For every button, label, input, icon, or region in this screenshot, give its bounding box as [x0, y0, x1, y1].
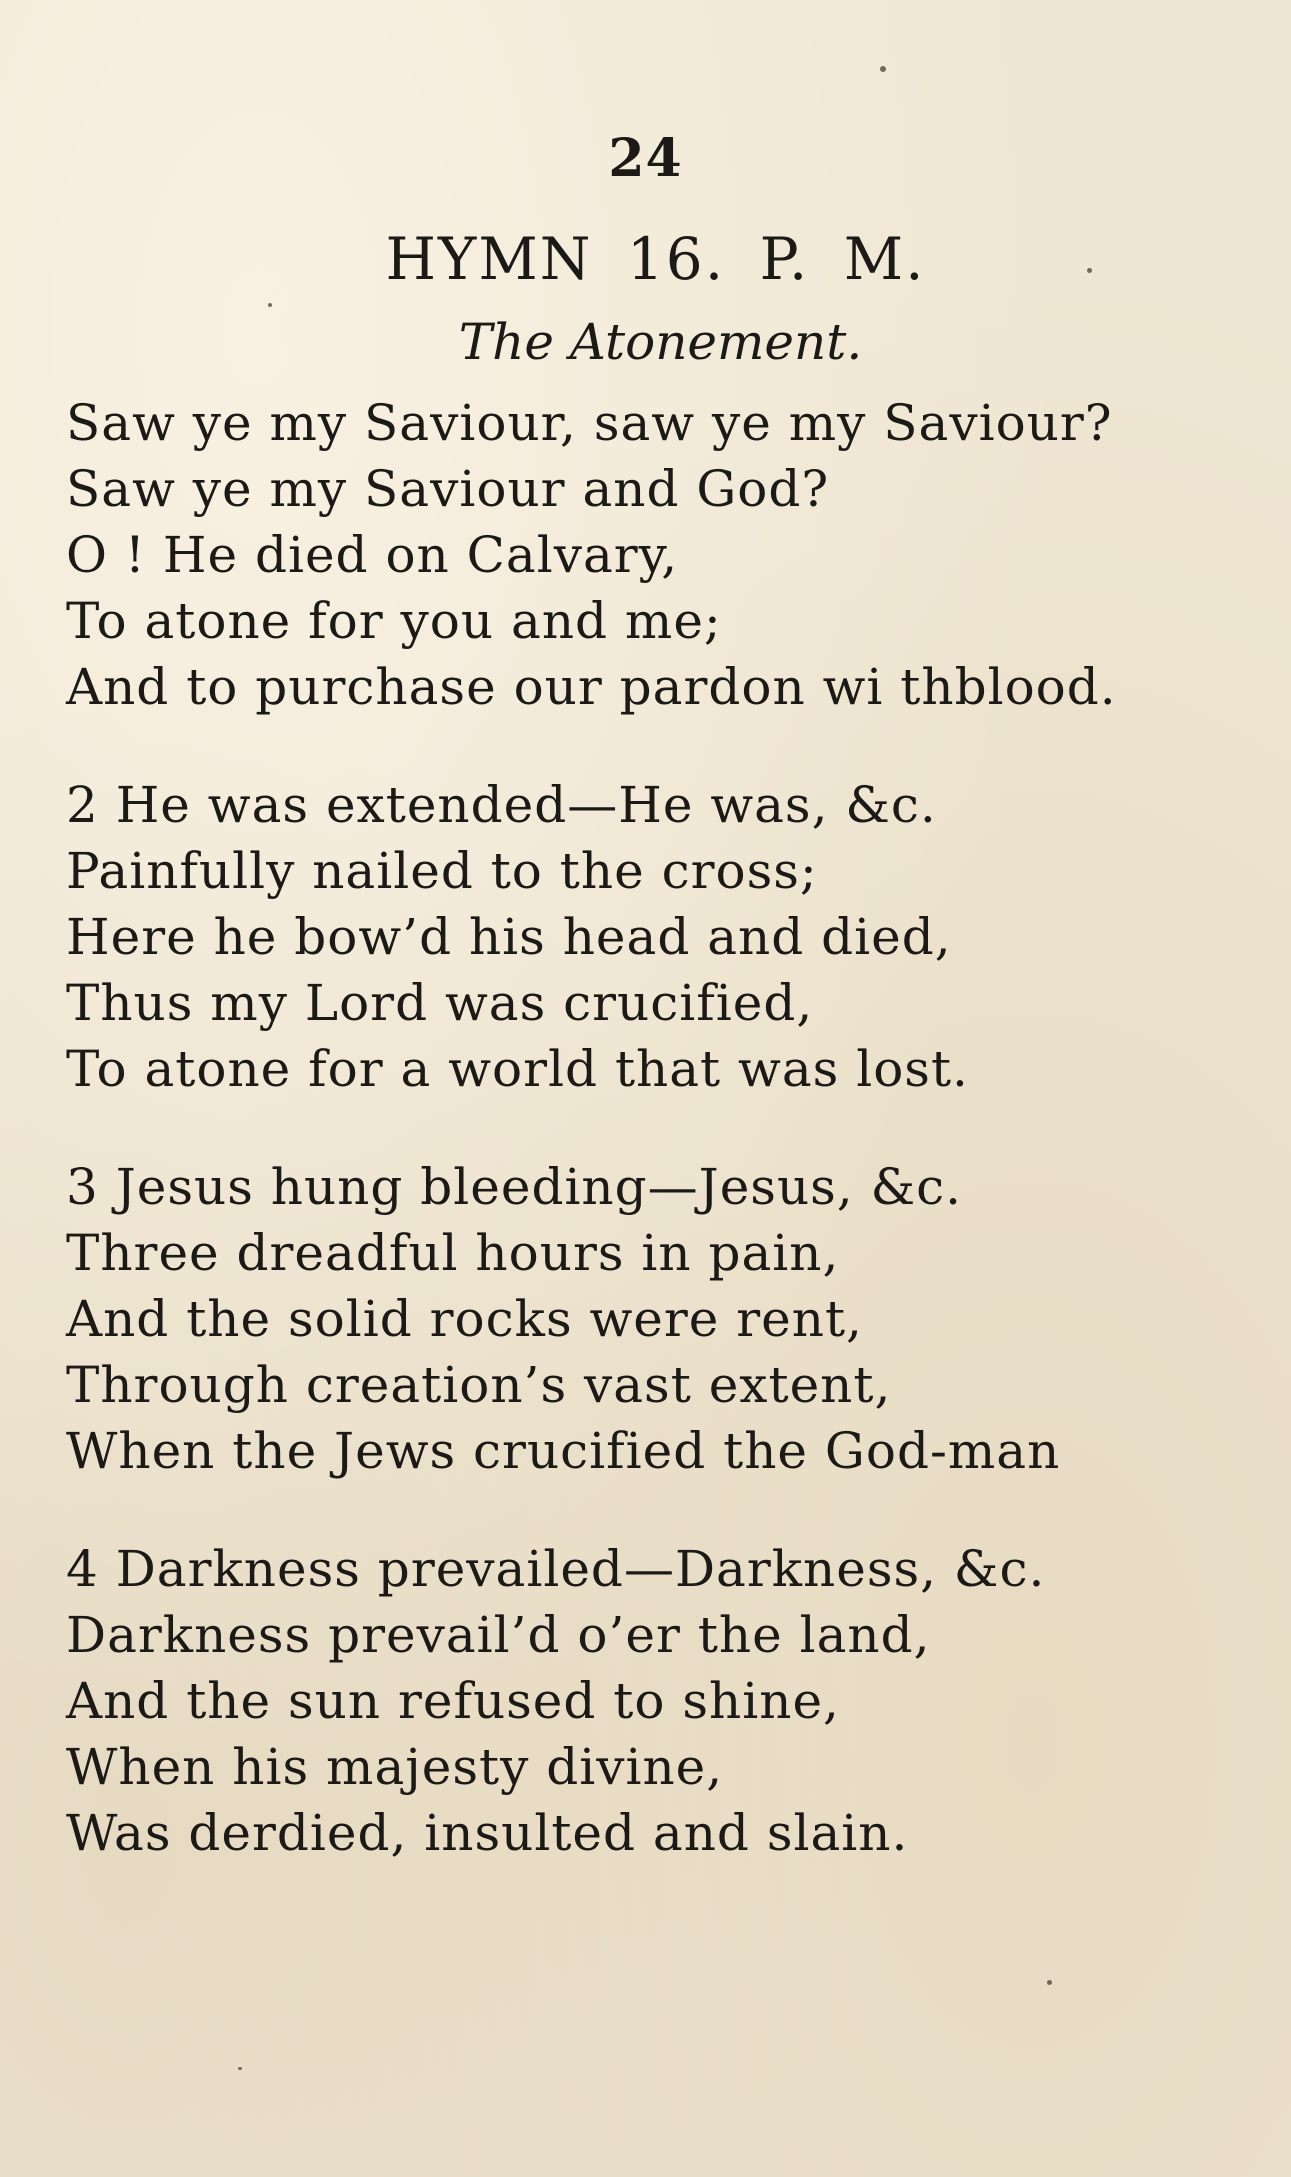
verse-line: O ! He died on Calvary, [66, 526, 679, 584]
verse-line: Darkness prevail’d o’er the land, [66, 1606, 931, 1664]
verse-line: When the Jews crucified the God-man [66, 1422, 1061, 1480]
verse-line: 2 He was extended—He was, &c. [66, 776, 937, 834]
verse-line: Saw ye my Saviour, saw ye my Saviour? [66, 394, 1113, 452]
verse-line: And the sun refused to shine, [66, 1672, 840, 1730]
verse-1 [66, 390, 1246, 720]
verse-2 [66, 772, 1246, 1102]
ink-speck [1047, 1980, 1052, 1985]
ink-speck [880, 66, 886, 72]
page-number: 24 [608, 128, 683, 189]
verse-3 [66, 1154, 1246, 1484]
ink-speck [268, 303, 272, 307]
verse-line: When his majesty divine, [66, 1738, 724, 1796]
ink-speck [238, 2067, 242, 2070]
verse-line: Through creation’s vast extent, [66, 1356, 892, 1414]
verse-line: Three dreadful hours in pain, [66, 1224, 840, 1282]
verse-line: 4 Darkness prevailed—Darkness, &c. [66, 1540, 1046, 1598]
hymn-verses [66, 390, 1246, 1918]
verse-line: Here he bow’d his head and died, [66, 908, 952, 966]
verse-line: Saw ye my Saviour and God? [66, 460, 830, 518]
hymn-subtitle: The Atonement. [458, 313, 863, 371]
verse-line: 3 Jesus hung bleeding—Jesus, &c. [66, 1158, 962, 1216]
verse-line: Thus my Lord was crucified, [66, 974, 814, 1032]
verse-line: To atone for you and me; [66, 592, 722, 650]
verse-line: And to purchase our pardon wi thblood. [66, 658, 1117, 716]
verse-4 [66, 1536, 1246, 1866]
verse-line: To atone for a world that was lost. [66, 1040, 969, 1098]
verse-line: And the solid rocks were rent, [66, 1290, 863, 1348]
verse-line: Was derdied, insulted and slain. [66, 1804, 909, 1862]
hymn-title: HYMN 16. P. M. [385, 225, 926, 293]
verse-line: Painfully nailed to the cross; [66, 842, 818, 900]
